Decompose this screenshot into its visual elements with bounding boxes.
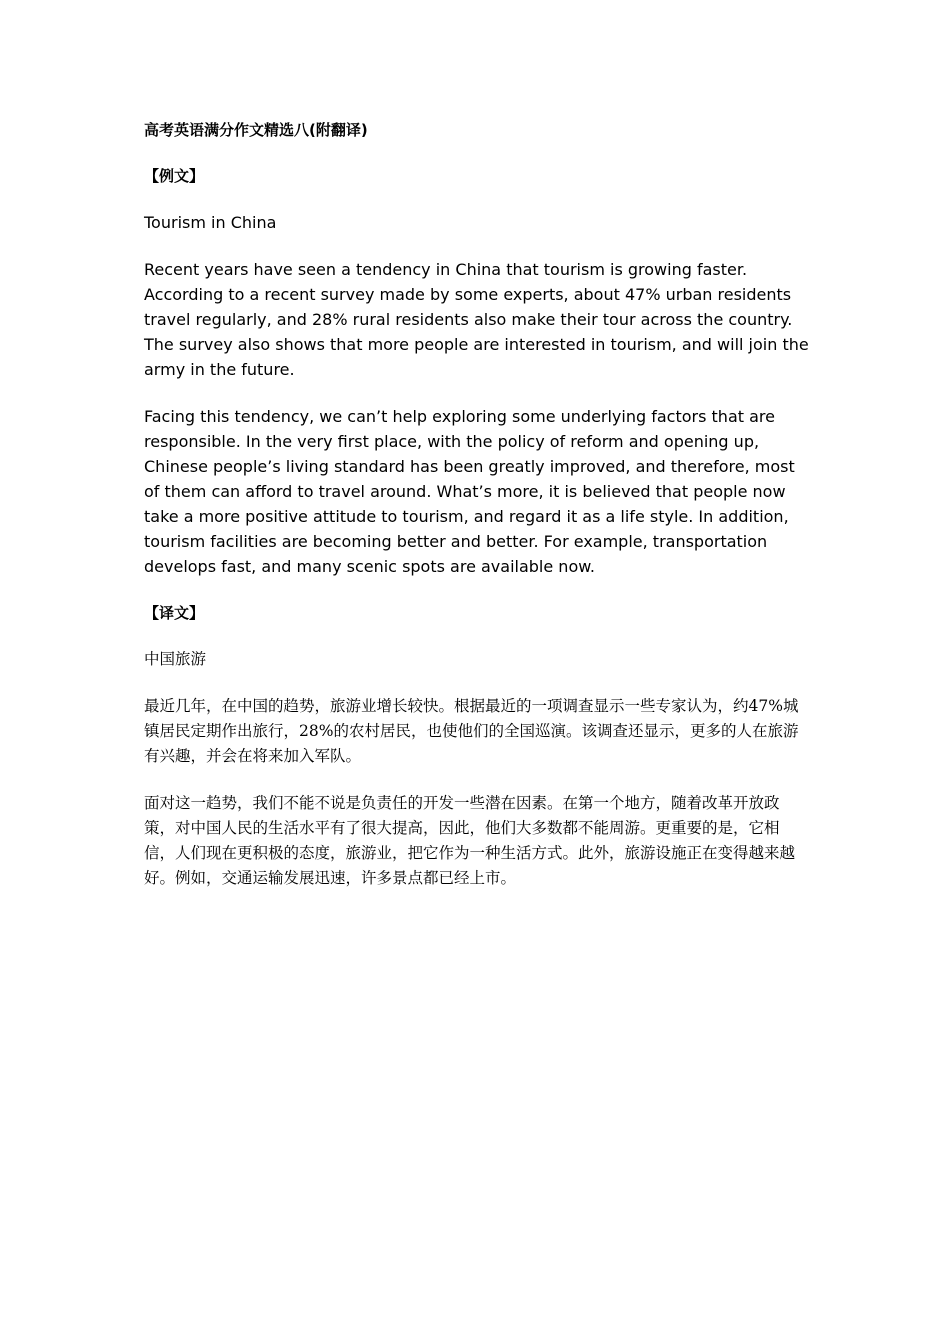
translation-heading: 【译文】 <box>144 604 205 622</box>
essay-paragraph-1: Recent years have seen a tendency in China that tourism is growing faster. According to a recent survey made by some experts, about 47% urban residents travel regularly, and 28% rural residents also make their tour across the country. The survey also shows that more people are interested in tourism, and will join the army in the future. <box>144 260 809 379</box>
example-heading: 【例文】 <box>144 167 205 185</box>
document-title: 高考英语满分作文精选八(附翻译) <box>144 121 368 139</box>
essay-title: Tourism in China <box>144 213 277 232</box>
translation-paragraph-2: 面对这一趋势，我们不能不说是负责任的开发一些潜在因素。在第一个地方，随着改革开放政策，对中国人民的生活水平有了很大提高，因此，他们大多数都不能周游。更重要的是，它相信，人们现在更积极的态度，旅游业，把它作为一种生活方式。此外，旅游设施正在变得越来越好。例如，交通运输发展迅速，许多景点都已经上市。 <box>144 794 796 887</box>
translation-title: 中国旅游 <box>144 650 207 668</box>
translation-paragraph-1: 最近几年，在中国的趋势，旅游业增长较快。根据最近的一项调查显示一些专家认为，约47%城镇居民定期作出旅行，28%的农村居民，也使他们的全国巡演。该调查还显示，更多的人在旅游有兴趣，并会在将来加入军队。 <box>144 697 799 765</box>
essay-paragraph-2: Facing this tendency, we can’t help exploring some underlying factors that are responsible. In the very first place, with the policy of reform and opening up, Chinese people’s living standard has been greatly improved, and therefore, most of them can afford to travel around. What’s more, it is believed that people now take a more positive attitude to tourism, and regard it as a life style. In addition, tourism facilities are becoming better and better. For example, transportation develops fast, and many scenic spots are available now. <box>144 407 795 576</box>
document-page <box>144 118 809 913</box>
